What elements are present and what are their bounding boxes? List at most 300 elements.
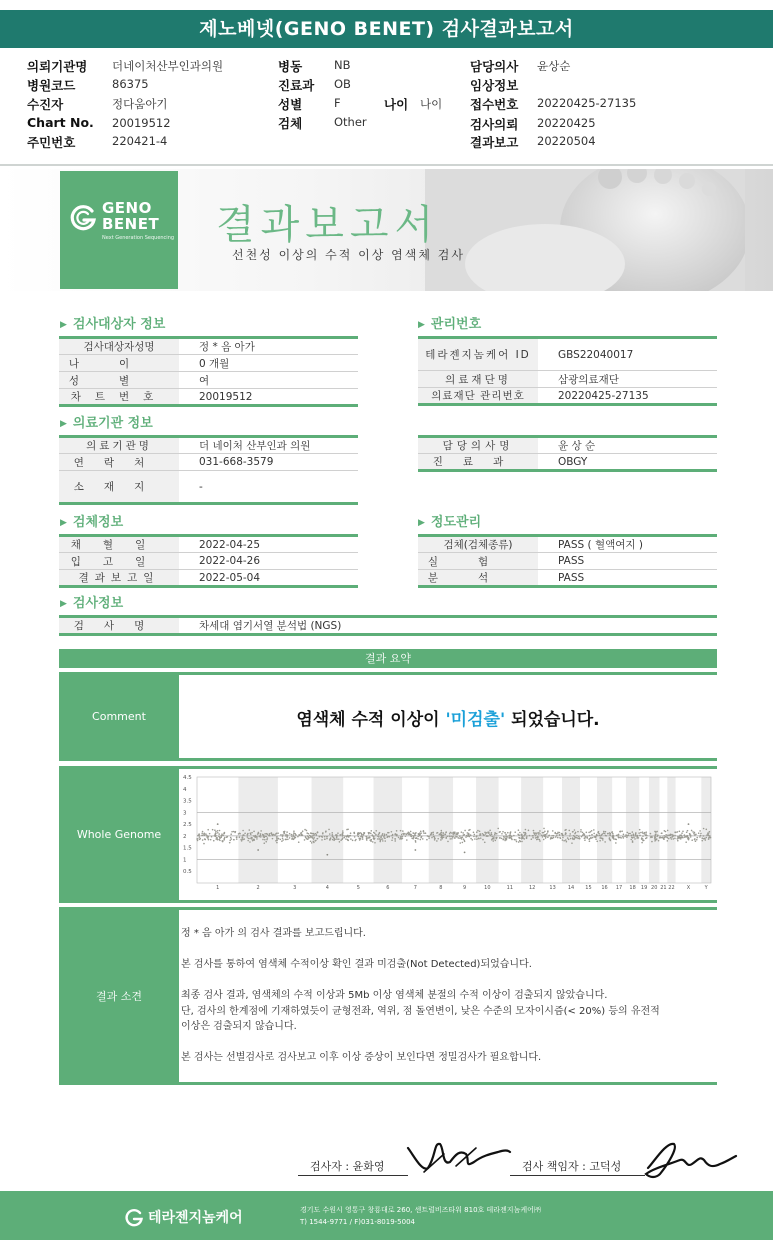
copy-number-point xyxy=(259,834,261,836)
copy-number-point xyxy=(260,830,262,832)
clinical-label: 임상정보 xyxy=(470,78,519,93)
copy-number-point xyxy=(469,829,471,831)
copy-number-point xyxy=(482,839,484,841)
copy-number-point xyxy=(363,832,365,834)
copy-number-point xyxy=(309,835,311,837)
copy-number-point xyxy=(293,838,295,840)
section-arrow-icon: ▶ xyxy=(418,319,425,330)
copy-number-point xyxy=(229,842,231,844)
copy-number-point xyxy=(596,835,598,837)
copy-number-point xyxy=(239,836,241,838)
request-value: 20220425 xyxy=(537,116,596,130)
copy-number-point xyxy=(670,837,672,839)
copy-number-point xyxy=(502,831,504,833)
copy-number-point xyxy=(467,836,469,838)
copy-number-point xyxy=(425,832,427,834)
copy-number-point xyxy=(338,838,340,840)
copy-number-point xyxy=(547,836,549,838)
copy-number-point xyxy=(433,835,435,837)
tester-label: 검사자 : 윤화영 xyxy=(310,1160,385,1173)
copy-number-point xyxy=(467,832,469,834)
opinion-line: 이상은 검출되지 않습니다. xyxy=(181,1021,297,1032)
copy-number-point xyxy=(560,837,562,839)
dept-value: OB xyxy=(334,77,351,91)
copy-number-point xyxy=(369,832,371,834)
copy-number-point xyxy=(231,838,233,840)
copy-number-point xyxy=(664,837,666,839)
y-tick-label: 4.5 xyxy=(183,775,192,781)
copy-number-point xyxy=(658,840,660,842)
copy-number-point xyxy=(428,835,430,837)
copy-number-point xyxy=(410,831,412,833)
copy-number-point xyxy=(706,834,708,836)
copy-number-point xyxy=(361,833,363,835)
copy-number-point xyxy=(689,833,691,835)
copy-number-point xyxy=(687,830,689,832)
copy-number-outlier xyxy=(688,823,690,825)
table-row: 진료과 OBGY xyxy=(418,454,717,471)
table-row: 의료기관명 더 네이처 산부인과 의원 xyxy=(59,437,358,454)
copy-number-point xyxy=(586,832,588,834)
copy-number-point xyxy=(366,839,368,841)
copy-number-point xyxy=(447,835,449,837)
copy-number-point xyxy=(699,836,701,838)
copy-number-point xyxy=(329,839,331,841)
chromosome-band xyxy=(626,777,639,883)
chromosome-band xyxy=(667,777,675,883)
copy-number-point xyxy=(584,837,586,839)
copy-number-point xyxy=(388,832,390,834)
copy-number-point xyxy=(577,831,579,833)
result-summary-bar: 결과 요약 xyxy=(59,649,717,668)
copy-number-point xyxy=(542,836,544,838)
top-divider xyxy=(0,164,773,166)
copy-number-point xyxy=(199,836,201,838)
copy-number-point xyxy=(375,834,377,836)
copy-number-point xyxy=(462,842,464,844)
copy-number-point xyxy=(299,834,301,836)
copy-number-point xyxy=(347,828,349,830)
copy-number-point xyxy=(517,833,519,835)
copy-number-point xyxy=(249,838,251,840)
copy-number-point xyxy=(263,842,265,844)
table-row: 성별 여 xyxy=(59,372,358,389)
copy-number-point xyxy=(280,834,282,836)
copy-number-point xyxy=(264,837,266,839)
copy-number-point xyxy=(268,835,270,837)
copy-number-point xyxy=(585,836,587,838)
copy-number-point xyxy=(242,839,244,841)
copy-number-point xyxy=(609,839,611,841)
copy-number-point xyxy=(342,835,344,837)
copy-number-point xyxy=(371,834,373,836)
copy-number-point xyxy=(705,839,707,841)
copy-number-point xyxy=(248,838,250,840)
copy-number-point xyxy=(617,834,619,836)
copy-number-point xyxy=(659,837,661,839)
copy-number-point xyxy=(492,840,494,842)
copy-number-point xyxy=(282,835,284,837)
copy-number-point xyxy=(256,836,258,838)
copy-number-point xyxy=(589,835,591,837)
copy-number-point xyxy=(463,834,465,836)
copy-number-point xyxy=(556,833,558,835)
copy-number-point xyxy=(209,833,211,835)
copy-number-point xyxy=(202,839,204,841)
copy-number-point xyxy=(526,837,528,839)
table-row: 결과보고일 2022-05-04 xyxy=(59,570,358,587)
copy-number-point xyxy=(362,838,364,840)
copy-number-point xyxy=(234,832,236,834)
resident-no-label: 주민번호 xyxy=(27,135,76,150)
copy-number-point xyxy=(332,839,334,841)
opinion-line: 최종 검사 결과, 염색체의 수적 이상과 5Mb 이상 염색체 분절의 수적 이상이 검출되지 않았습니다. xyxy=(181,990,608,1001)
chromosome-label: 19 xyxy=(640,885,648,891)
copy-number-point xyxy=(402,837,404,839)
copy-number-point xyxy=(694,838,696,840)
copy-number-point xyxy=(553,835,555,837)
chromosome-label: 11 xyxy=(506,885,514,891)
copy-number-point xyxy=(709,831,711,833)
copy-number-point xyxy=(358,833,360,835)
copy-number-point xyxy=(272,838,274,840)
copy-number-point xyxy=(645,834,647,836)
y-tick-label: 1.5 xyxy=(183,845,192,852)
copy-number-point xyxy=(465,836,467,838)
copy-number-point xyxy=(255,836,257,838)
chromosome-label: 15 xyxy=(585,885,592,891)
copy-number-point xyxy=(491,836,493,838)
copy-number-point xyxy=(615,838,617,840)
copy-number-point xyxy=(436,840,438,842)
copy-number-point xyxy=(505,836,507,838)
chromosome-label: 7 xyxy=(413,885,417,891)
copy-number-point xyxy=(597,832,599,834)
copy-number-point xyxy=(478,838,480,840)
copy-number-point xyxy=(276,839,278,841)
copy-number-point xyxy=(525,833,527,835)
table-row: 분석 PASS xyxy=(418,570,717,587)
whole-genome-block xyxy=(59,766,717,903)
copy-number-point xyxy=(696,839,698,841)
copy-number-point xyxy=(518,841,520,843)
copy-number-point xyxy=(539,840,541,842)
copy-number-point xyxy=(474,838,476,840)
copy-number-point xyxy=(374,832,376,834)
copy-number-point xyxy=(207,829,209,831)
specimen-info-table xyxy=(59,534,358,588)
copy-number-point xyxy=(284,831,286,833)
copy-number-point xyxy=(628,834,630,836)
copy-number-point xyxy=(287,839,289,841)
copy-number-point xyxy=(340,839,342,841)
copy-number-point xyxy=(578,835,580,837)
copy-number-point xyxy=(633,833,635,835)
copy-number-point xyxy=(493,838,495,840)
copy-number-point xyxy=(684,836,686,838)
copy-number-point xyxy=(379,838,381,840)
copy-number-point xyxy=(221,835,223,837)
copy-number-point xyxy=(444,833,446,835)
copy-number-point xyxy=(410,834,412,836)
copy-number-point xyxy=(325,831,327,833)
copy-number-point xyxy=(618,837,620,839)
copy-number-point xyxy=(406,833,408,835)
copy-number-point xyxy=(311,837,313,839)
chromosome-label: 8 xyxy=(439,885,443,891)
copy-number-point xyxy=(392,837,394,839)
copy-number-point xyxy=(528,830,530,832)
copy-number-point xyxy=(706,837,708,839)
copy-number-point xyxy=(386,836,388,838)
chromosome-band xyxy=(476,777,499,883)
copy-number-point xyxy=(515,839,517,841)
copy-number-point xyxy=(373,836,375,838)
copy-number-point xyxy=(562,833,564,835)
copy-number-point xyxy=(480,833,482,835)
copy-number-point xyxy=(437,838,439,840)
chart-no-label: Chart No. xyxy=(27,115,94,130)
qc-info-table xyxy=(418,534,717,588)
copy-number-point xyxy=(384,833,386,835)
copy-number-point xyxy=(630,839,632,841)
copy-number-point xyxy=(595,838,597,840)
copy-number-point xyxy=(372,841,374,843)
copy-number-point xyxy=(534,833,536,835)
copy-number-point xyxy=(352,840,354,842)
copy-number-point xyxy=(281,840,283,842)
copy-number-point xyxy=(690,836,692,838)
baby-feet-photo xyxy=(425,169,745,291)
copy-number-point xyxy=(655,831,657,833)
copy-number-point xyxy=(654,840,656,842)
tester-signature-image xyxy=(404,1136,514,1178)
copy-number-point xyxy=(667,834,669,836)
copy-number-point xyxy=(698,832,700,834)
copy-number-point xyxy=(516,841,518,843)
age-label: 나이 xyxy=(384,97,409,112)
chromosome-label: 18 xyxy=(629,885,636,891)
copy-number-point xyxy=(539,839,541,841)
copy-number-point xyxy=(313,833,315,835)
copy-number-point xyxy=(305,836,307,838)
copy-number-point xyxy=(551,835,553,837)
copy-number-point xyxy=(694,832,696,834)
copy-number-point xyxy=(297,836,299,838)
copy-number-point xyxy=(480,837,482,839)
copy-number-point xyxy=(240,839,242,841)
copy-number-point xyxy=(708,837,710,839)
copy-number-point xyxy=(313,837,315,839)
copy-number-point xyxy=(384,835,386,837)
copy-number-point xyxy=(495,840,497,842)
copy-number-point xyxy=(413,837,415,839)
copy-number-point xyxy=(256,838,258,840)
copy-number-point xyxy=(521,836,523,838)
copy-number-point xyxy=(312,835,314,837)
chromosome-band xyxy=(311,777,343,883)
y-tick-label: 0.5 xyxy=(183,869,192,876)
chromosome-label: 1 xyxy=(216,885,220,891)
copy-number-point xyxy=(436,832,438,834)
copy-number-point xyxy=(217,832,219,834)
copy-number-point xyxy=(459,842,461,844)
copy-number-point xyxy=(386,834,388,836)
responsible-label: 검사 책임자 : 고덕성 xyxy=(522,1160,622,1173)
copy-number-point xyxy=(308,833,310,835)
copy-number-point xyxy=(582,834,584,836)
copy-number-point xyxy=(529,835,531,837)
comment-block xyxy=(59,672,717,761)
copy-number-point xyxy=(344,835,346,837)
copy-number-point xyxy=(685,841,687,843)
copy-number-point xyxy=(642,835,644,837)
copy-number-point xyxy=(333,840,335,842)
copy-number-point xyxy=(440,835,442,837)
copy-number-point xyxy=(609,837,611,839)
copy-number-point xyxy=(593,833,595,835)
copy-number-point xyxy=(686,831,688,833)
copy-number-point xyxy=(267,837,269,839)
copy-number-point xyxy=(519,837,521,839)
copy-number-point xyxy=(557,832,559,834)
copy-number-point xyxy=(257,833,259,835)
copy-number-point xyxy=(422,838,424,840)
copy-number-point xyxy=(304,839,306,841)
comment-label: Comment xyxy=(59,675,179,758)
copy-number-point xyxy=(586,837,588,839)
copy-number-point xyxy=(547,831,549,833)
copy-number-outlier xyxy=(217,823,219,825)
copy-number-point xyxy=(382,838,384,840)
copy-number-point xyxy=(501,833,503,835)
copy-number-point xyxy=(336,835,338,837)
table-row: 검체(검체종류) PASS ( 혈액여지 ) xyxy=(418,536,717,553)
copy-number-point xyxy=(514,839,516,841)
copy-number-point xyxy=(497,828,499,830)
opinion-line: 정 * 음 아가 의 검사 결과를 보고드립니다. xyxy=(181,928,366,939)
copy-number-point xyxy=(293,830,295,832)
copy-number-point xyxy=(613,838,615,840)
copy-number-point xyxy=(342,832,344,834)
copy-number-point xyxy=(605,831,607,833)
copy-number-point xyxy=(569,833,571,835)
copy-number-point xyxy=(308,837,310,839)
copy-number-point xyxy=(378,834,380,836)
copy-number-point xyxy=(203,843,205,845)
copy-number-point xyxy=(243,834,245,836)
copy-number-point xyxy=(581,836,583,838)
copy-number-point xyxy=(251,832,253,834)
copy-number-point xyxy=(321,839,323,841)
copy-number-point xyxy=(519,832,521,834)
copy-number-point xyxy=(410,835,412,837)
copy-number-point xyxy=(546,833,548,835)
copy-number-point xyxy=(642,840,644,842)
copy-number-point xyxy=(249,841,251,843)
copy-number-point xyxy=(343,837,345,839)
copy-number-point xyxy=(667,837,669,839)
copy-number-point xyxy=(580,831,582,833)
copy-number-point xyxy=(466,835,468,837)
copy-number-point xyxy=(402,835,404,837)
copy-number-point xyxy=(197,838,199,840)
copy-number-point xyxy=(682,831,684,833)
copy-number-point xyxy=(401,834,403,836)
copy-number-point xyxy=(699,830,701,832)
copy-number-point xyxy=(328,829,330,831)
copy-number-point xyxy=(223,833,225,835)
copy-number-point xyxy=(415,833,417,835)
copy-number-point xyxy=(536,832,538,834)
copy-number-point xyxy=(591,830,593,832)
copy-number-point xyxy=(233,831,235,833)
copy-number-point xyxy=(380,836,382,838)
copy-number-point xyxy=(604,841,606,843)
copy-number-point xyxy=(703,835,705,837)
copy-number-point xyxy=(661,832,663,834)
copy-number-point xyxy=(294,836,296,838)
copy-number-point xyxy=(557,837,559,839)
copy-number-point xyxy=(491,832,493,834)
copy-number-point xyxy=(262,839,264,841)
copy-number-point xyxy=(677,838,679,840)
copy-number-point xyxy=(442,832,444,834)
copy-number-point xyxy=(579,837,581,839)
copy-number-point xyxy=(633,836,635,838)
hospital-code-label: 병원코드 xyxy=(27,78,76,93)
copy-number-point xyxy=(535,835,537,837)
comment-highlight: '미검출' xyxy=(445,710,506,730)
copy-number-outlier xyxy=(326,854,328,856)
copy-number-point xyxy=(483,834,485,836)
resident-no-value: 220421-4 xyxy=(112,134,168,148)
copy-number-point xyxy=(336,838,338,840)
table-row: 검사명 차세대 염기서열 분석법 (NGS) xyxy=(59,617,717,635)
copy-number-point xyxy=(252,840,254,842)
copy-number-point xyxy=(473,836,475,838)
table-row: 테라젠지놈케어 ID GBS22040017 xyxy=(418,338,717,371)
section-arrow-icon: ▶ xyxy=(60,418,67,429)
copy-number-point xyxy=(509,835,511,837)
copy-number-point xyxy=(277,832,279,834)
y-tick-label: 4 xyxy=(183,786,187,793)
copy-number-point xyxy=(533,830,535,832)
copy-number-point xyxy=(680,834,682,836)
copy-number-point xyxy=(674,835,676,837)
copy-number-point xyxy=(701,840,703,842)
copy-number-point xyxy=(645,831,647,833)
copy-number-point xyxy=(637,837,639,839)
copy-number-point xyxy=(382,833,384,835)
copy-number-point xyxy=(583,833,585,835)
subject-info-table xyxy=(59,336,358,407)
chromosome-label: X xyxy=(686,885,691,891)
copy-number-point xyxy=(491,834,493,836)
copy-number-point xyxy=(520,834,522,836)
copy-number-point xyxy=(282,838,284,840)
copy-number-point xyxy=(339,834,341,836)
copy-number-point xyxy=(535,837,537,839)
copy-number-point xyxy=(405,835,407,837)
copy-number-point xyxy=(599,837,601,839)
copy-number-point xyxy=(294,833,296,835)
copy-number-point xyxy=(377,838,379,840)
copy-number-point xyxy=(551,837,553,839)
copy-number-point xyxy=(496,837,498,839)
copy-number-point xyxy=(615,842,617,844)
recipient-label: 수진자 xyxy=(27,97,64,112)
